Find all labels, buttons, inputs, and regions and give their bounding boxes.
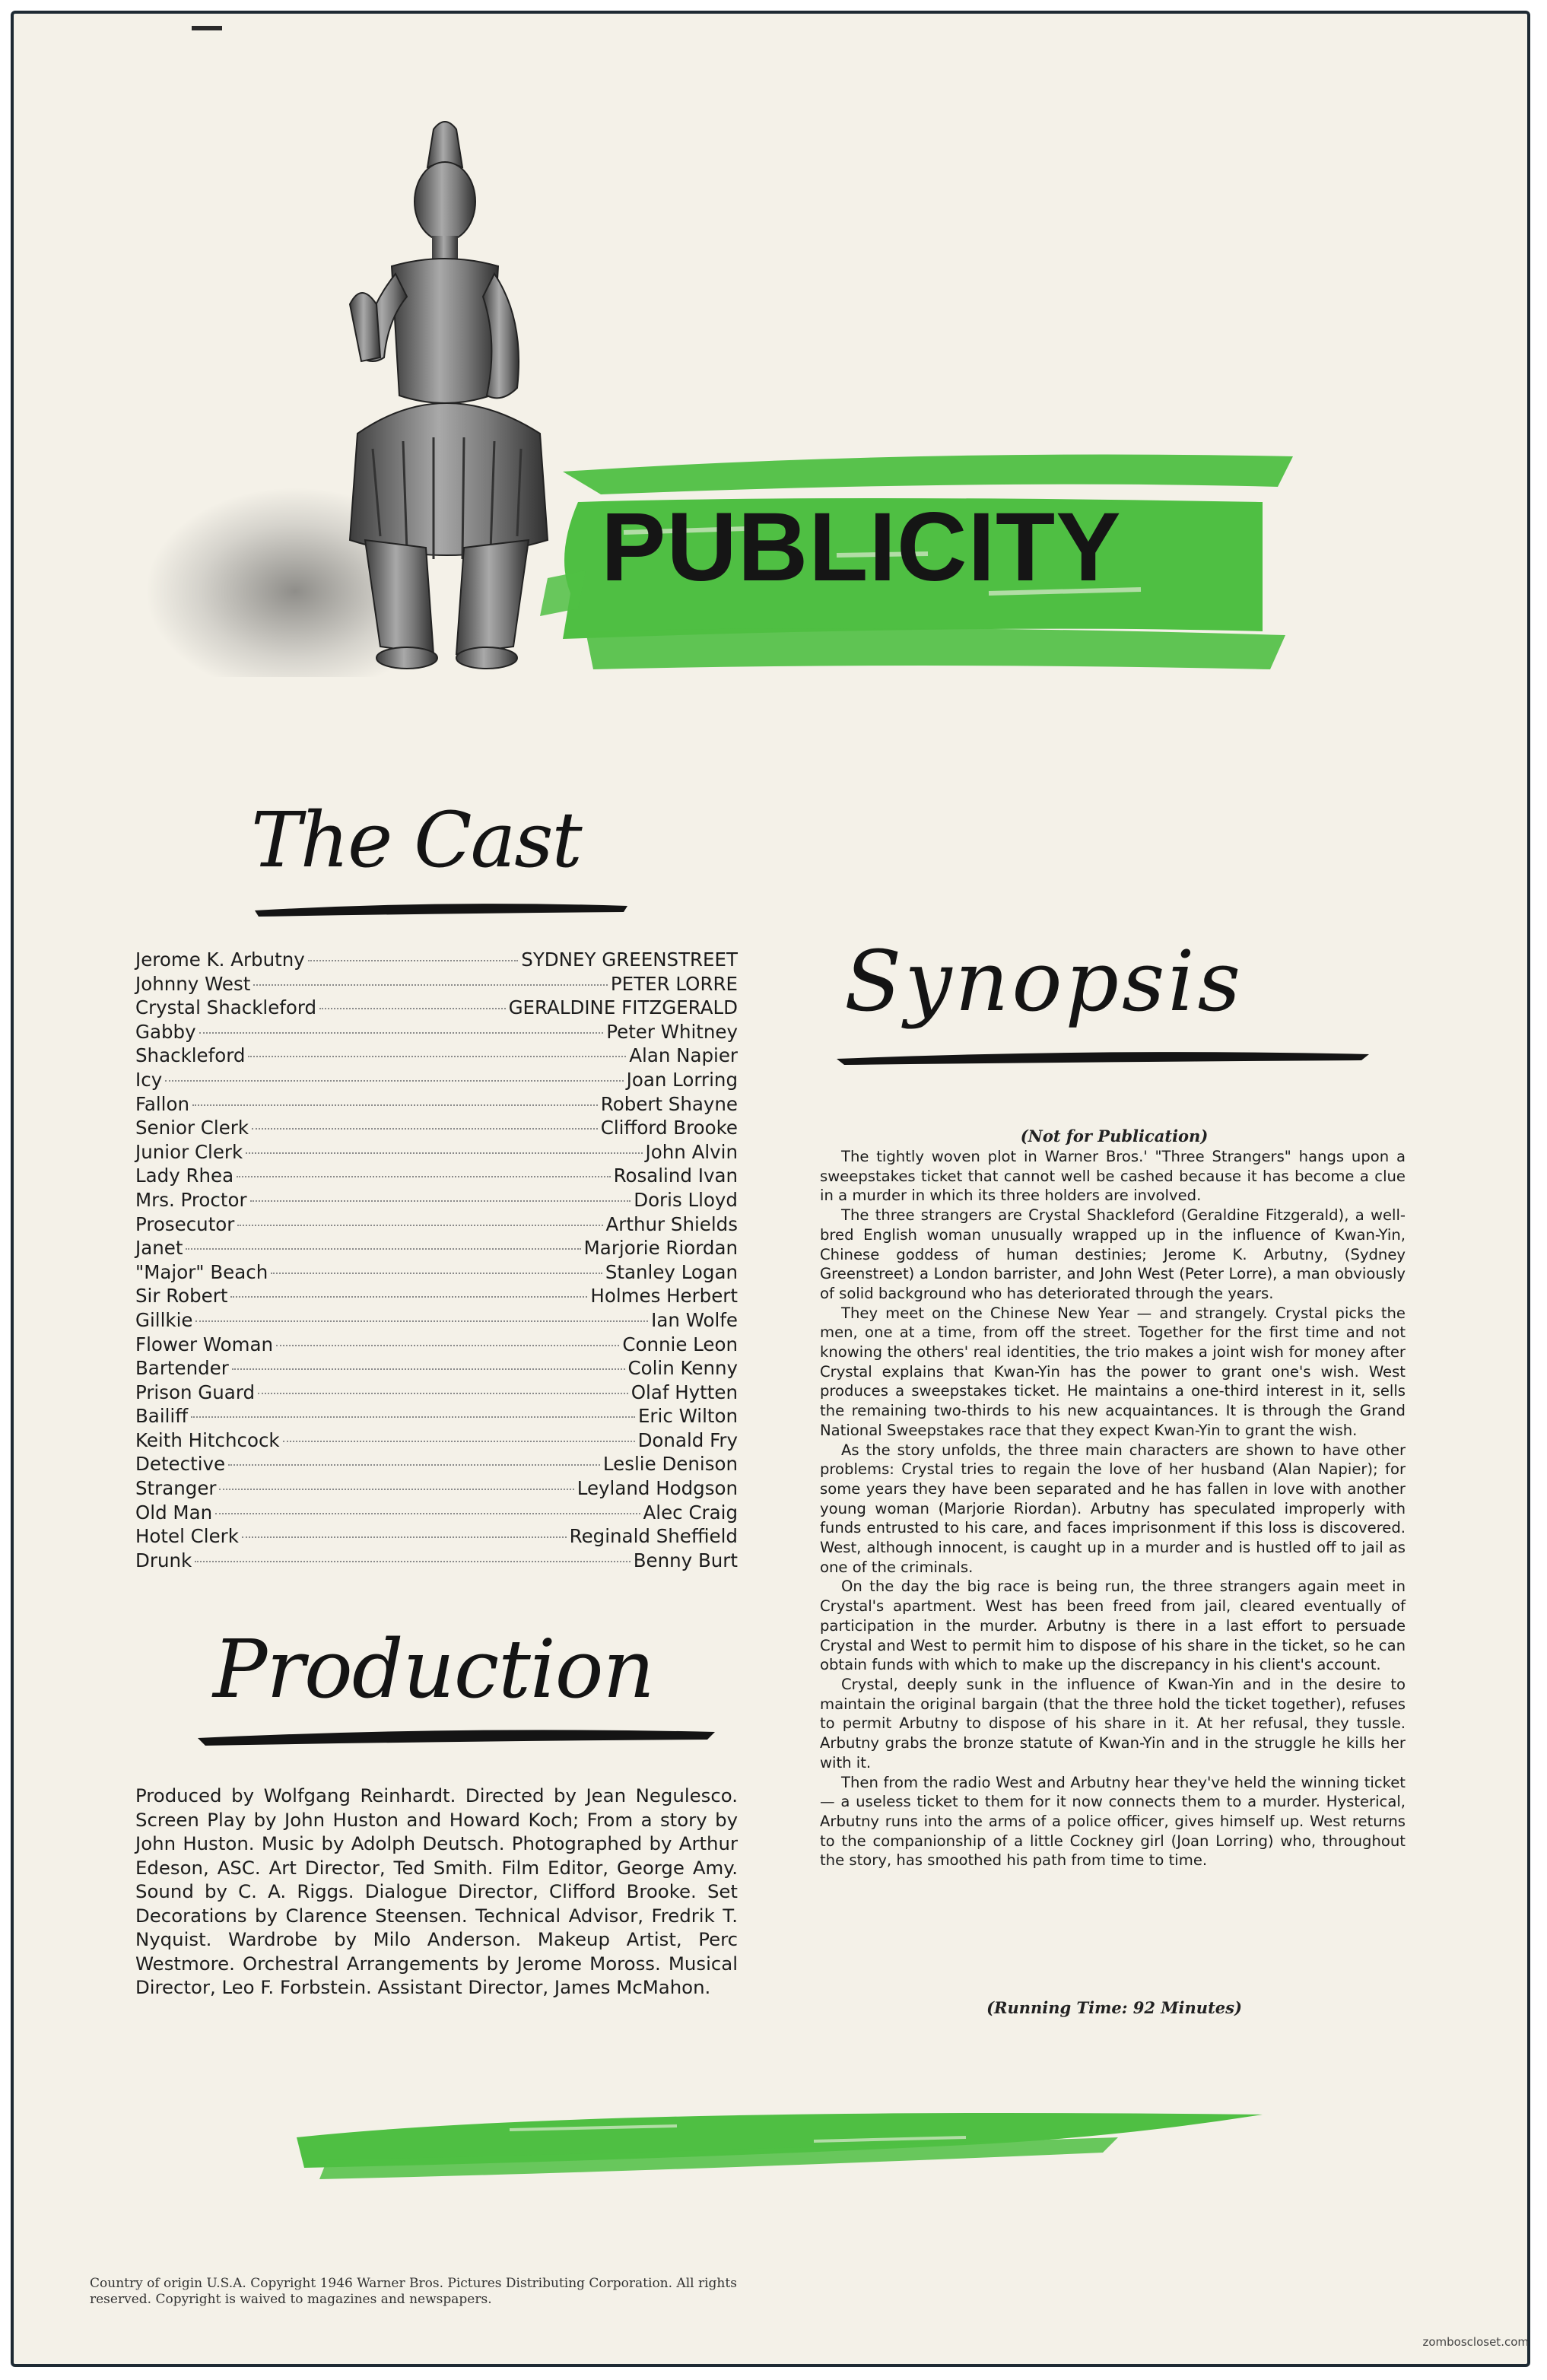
cast-actor: Olaf Hytten [631, 1381, 738, 1403]
cast-role: Stranger [135, 1477, 217, 1500]
cast-actor: Ian Wolfe [651, 1308, 738, 1331]
synopsis-paragraph: The tightly woven plot in Warner Bros.' "Three Strangers" hangs upon a sweepstakes ticket that cannot well be cashed because it has become a clue in a murder in which its three holders are involved. [820, 1148, 1406, 1205]
cast-actor: John Alvin [645, 1140, 738, 1163]
cast-role: Icy [135, 1068, 163, 1091]
cast-row [135, 1428, 738, 1453]
cast-leader-dots [248, 1056, 626, 1057]
cast-leader-dots [308, 960, 519, 961]
cast-actor: Marjorie Riordan [583, 1237, 738, 1260]
cast-actor: Stanley Logan [605, 1260, 738, 1283]
cast-actor: Benny Burt [633, 1549, 738, 1571]
cast-role: Mrs. Proctor [135, 1188, 247, 1211]
cast-row [135, 996, 738, 1020]
cast-leader-dots [230, 1296, 587, 1298]
cast-leader-dots [228, 1464, 600, 1466]
cast-role: Janet [135, 1237, 183, 1260]
production-credits: Produced by Wolfgang Reinhardt. Directed by Jean Negulesco. Screen Play by John Huston and Howard Koch; From a story by John Huston. Music by Adolph Deutsch. Photographed by Arthur Edeson, ASC. Art Director, Ted Smith. Film Editor, George Amy. Sound by C. A. Riggs. Dialogue Director, Clifford Brooke. Set Decorations by Clarence Steensen. Technical Advisor, Fredrik T. Nyquist. Wardrobe by Milo Anderson. Makeup Artist, Perc Westmore. Orchestral Arrangements by Jerome Moross. Musical Director, Leo F. Forbstein. Assistant Director, James McMahon. [135, 1784, 738, 1998]
cast-role: Jerome K. Arbutny [135, 949, 305, 971]
synopsis-heading: Synopsis [844, 933, 1244, 1030]
corner-mark [192, 26, 222, 30]
cast-row [135, 1140, 738, 1165]
cast-role: Shackleford [135, 1044, 246, 1067]
cast-role: Junior Clerk [135, 1140, 243, 1163]
cast-actor: Leyland Hodgson [577, 1477, 738, 1500]
synopsis-paragraph: Then from the radio West and Arbutny hear they've held the winning ticket — a useless ticket to them for it now connects them to a murder. Hysterical, Arbutny runs into the arms of a police officer, gives himself up. West returns to the companionship of a little Cockney girl (Joan Lorring) who, throughout the story, has smoothed his path from time to time. [820, 1773, 1406, 1870]
cast-row [135, 1236, 738, 1260]
cast-actor: GERALDINE FITZGERALD [508, 996, 738, 1019]
publicity-title: PUBLICITY [601, 493, 1122, 602]
cast-row [135, 1068, 738, 1092]
cast-row [135, 1044, 738, 1068]
cast-actor: Reginald Sheffield [569, 1525, 738, 1548]
synopsis-paragraph: Crystal, deeply sunk in the influence of Kwan-Yin and in the desire to maintain the original bargain (that the three hold the ticket together), refuses to permit Arbutny to dispose of his share in it. At her refusal, they tussle. Arbutny grabs the bronze statute of Kwan-Yin and in the struggle he kills her with it. [820, 1675, 1406, 1771]
synopsis-paragraph: As the story unfolds, the three main characters are shown to have other problems: Crystal tries to regain the love of her husband (Alan Napier); for some years they have been separated and he has fallen in love with another young woman (Marjorie Riordan). Arbutny has speculated improperly with funds entrusted to his care, and faces imprisonment if this loss is discovered. West, although innocent, is caught up in a murder and is hustled off to jail as one of the criminals. [820, 1441, 1406, 1576]
cast-actor: Joan Lorring [626, 1068, 738, 1091]
cast-actor: Holmes Herbert [590, 1285, 738, 1308]
cast-leader-dots [276, 1345, 619, 1346]
cast-role: Gabby [135, 1020, 196, 1043]
synopsis-paragraph: On the day the big race is being run, the three strangers again meet in Crystal's apartment. West has been freed from jail, cleared eventually of participation in the murder. Arbutny is there in a last effort to persuade Crystal and West to permit him to dispose of his share in the ticket, so he can obtain funds with which to make up the discrepancy in his client's account. [820, 1578, 1406, 1674]
cast-actor: Alec Craig [643, 1501, 738, 1524]
cast-leader-dots [191, 1416, 635, 1418]
cast-row [135, 1020, 738, 1044]
cast-leader-dots [258, 1393, 628, 1394]
cast-list [135, 948, 738, 1572]
cast-actor: Alan Napier [629, 1044, 738, 1067]
cast-leader-dots [283, 1441, 635, 1442]
cast-role: Hotel Clerk [135, 1525, 239, 1548]
cast-actor: Connie Leon [622, 1333, 738, 1355]
cast-role: Prosecutor [135, 1212, 235, 1235]
cast-actor: Donald Fry [637, 1428, 738, 1451]
synopsis-paragraph: The three strangers are Crystal Shackleford (Geraldine Fitzgerald), a well-bred English woman unusually wrapped up in the influence of Kwan-Yin, Chinese goddess of human destinies; Jerome K. Arbutny, (Sydney Greenstreet) a London barrister, and John West (Peter Lorre), a man obviously of solid background who has deteriorated through the years. [820, 1206, 1406, 1302]
cast-row [135, 1524, 738, 1549]
cast-role: Detective [135, 1453, 226, 1476]
cast-role: Drunk [135, 1549, 192, 1571]
cast-row [135, 1381, 738, 1405]
production-heading: Production [213, 1622, 654, 1716]
cast-actor: Peter Whitney [606, 1020, 738, 1043]
cast-row [135, 1476, 738, 1501]
cast-leader-dots [319, 1008, 505, 1009]
synopsis-paragraph: They meet on the Chinese New Year — and strangely. Crystal picks the men, one at a time, from off the street. Together for the first time and not knowing the others' real identities, the trio makes a joint wish for money after Crystal explains that Kwan-Yin has the power to grant one's wish. West produces a sweepstakes ticket. He maintains a one-third interest in it, sells the remaining two-thirds to his new acquaintances. It is through the Grand National Sweepstakes race that they expect Kwan-Yin to grant the wish. [820, 1304, 1406, 1439]
cast-actor: Colin Kenny [627, 1357, 738, 1380]
cast-row [135, 1501, 738, 1525]
cast-role: Old Man [135, 1501, 213, 1524]
synopsis-underline [829, 1041, 1377, 1071]
cast-actor: SYDNEY GREENSTREET [521, 949, 738, 971]
cast-row [135, 1260, 738, 1285]
cast-row [135, 1212, 738, 1237]
cast-heading: The Cast [251, 796, 581, 885]
cast-leader-dots [237, 1225, 602, 1226]
production-underline [190, 1715, 723, 1753]
cast-leader-dots [250, 1200, 631, 1202]
cast-leader-dots [165, 1080, 623, 1082]
cast-leader-dots [219, 1489, 573, 1490]
cast-row [135, 948, 738, 972]
cast-role: Crystal Shackleford [135, 996, 317, 1019]
cast-leader-dots [253, 984, 608, 986]
cast-role: Gillkie [135, 1308, 193, 1331]
cast-role: Flower Woman [135, 1333, 274, 1355]
running-time: (Running Time: 92 Minutes) [986, 1998, 1242, 2017]
cast-actor: Leslie Denison [602, 1453, 738, 1476]
cast-role: Prison Guard [135, 1381, 256, 1403]
cast-actor: Clifford Brooke [600, 1117, 738, 1139]
cast-leader-dots [195, 1561, 631, 1562]
cast-leader-dots [237, 1176, 610, 1177]
cast-row [135, 1333, 738, 1357]
cast-role: Bailiff [135, 1405, 189, 1428]
cast-leader-dots [199, 1032, 604, 1034]
cast-leader-dots [232, 1368, 625, 1370]
site-watermark: zomboscloset.com [1422, 2335, 1529, 2349]
cast-leader-dots [195, 1320, 648, 1322]
cast-leader-dots [186, 1248, 580, 1250]
cast-underline [251, 894, 631, 924]
cast-row [135, 1164, 738, 1188]
cast-row [135, 972, 738, 996]
cast-row [135, 1452, 738, 1476]
cast-role: Johnny West [135, 972, 251, 995]
cast-leader-dots [242, 1536, 567, 1538]
cast-actor: Rosalind Ivan [613, 1165, 738, 1187]
cast-role: Senior Clerk [135, 1117, 249, 1139]
synopsis-note: (Not for Publication) [1020, 1126, 1209, 1146]
cast-leader-dots [215, 1513, 640, 1514]
cast-leader-dots [192, 1104, 598, 1106]
cast-actor: PETER LORRE [610, 972, 738, 995]
cast-row [135, 1092, 738, 1117]
cast-role: Sir Robert [135, 1285, 228, 1308]
cast-row [135, 1116, 738, 1140]
cast-row [135, 1188, 738, 1212]
cast-leader-dots [271, 1273, 602, 1274]
synopsis-body [820, 1147, 1406, 1870]
cast-row [135, 1308, 738, 1333]
cast-row [135, 1284, 738, 1308]
cast-role: Bartender [135, 1357, 229, 1380]
cast-row [135, 1356, 738, 1381]
cast-role: Fallon [135, 1092, 189, 1115]
cast-actor: Eric Wilton [637, 1405, 738, 1428]
cast-actor: Arthur Shields [605, 1212, 738, 1235]
cast-actor: Robert Shayne [600, 1092, 738, 1115]
cast-role: Lady Rhea [135, 1165, 234, 1187]
bottom-green-stroke [281, 2084, 1270, 2198]
cast-role: "Major" Beach [135, 1260, 268, 1283]
cast-leader-dots [246, 1152, 642, 1154]
cast-leader-dots [252, 1128, 598, 1130]
cast-role: Keith Hitchcock [135, 1428, 280, 1451]
copyright-notice: Country of origin U.S.A. Copyright 1946 Warner Bros. Pictures Distributing Corporation. All rights reserved. Copyright is waived to magazines and newspapers. [90, 2276, 737, 2307]
cast-row [135, 1404, 738, 1428]
cast-row [135, 1549, 738, 1573]
cast-actor: Doris Lloyd [634, 1188, 738, 1211]
